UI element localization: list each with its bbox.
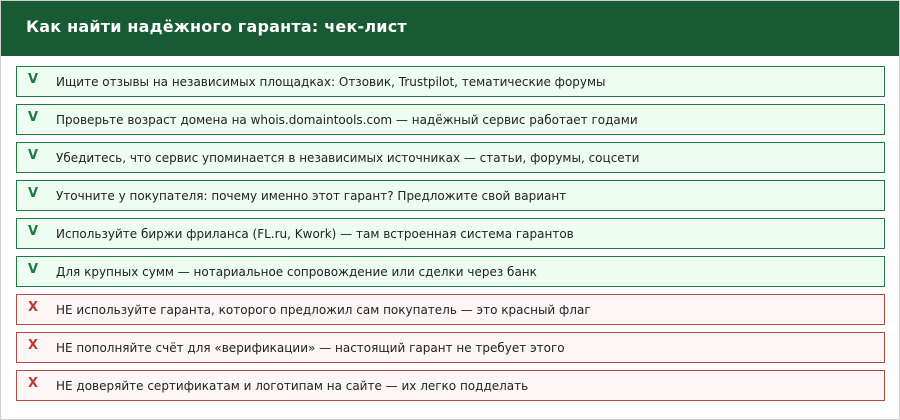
checklist-item-text: Уточните у покупателя: почему именно этот гарант? Предложите свой вариант [56, 189, 567, 203]
checklist-item-text: НЕ пополняйте счёт для «верификации» — настоящий гарант не требует этого [56, 341, 565, 355]
check-icon: V [28, 148, 39, 163]
checklist-item-dont-3 [16, 370, 885, 401]
cross-icon: X [28, 338, 39, 353]
check-icon: V [28, 110, 39, 125]
checklist-item-text: НЕ используйте гаранта, которого предложил сам покупатель — это красный флаг [56, 303, 591, 317]
checklist-item-do-6 [16, 256, 885, 287]
checklist-item-text: Проверьте возраст домена на whois.domaintools.com — надёжный сервис работает годами [56, 113, 638, 127]
checklist [16, 66, 885, 408]
checklist-item-do-3 [16, 142, 885, 173]
checklist-item-text: Используйте биржи фриланса (FL.ru, Kwork) — там встроенная система гарантов [56, 227, 574, 241]
check-icon: V [28, 186, 39, 201]
check-icon: V [28, 262, 39, 277]
checklist-item-text: НЕ доверяйте сертификатам и логотипам на сайте — их легко подделать [56, 379, 529, 393]
checklist-item-do-1 [16, 66, 885, 97]
checklist-item-dont-1 [16, 294, 885, 325]
checklist-item-text: Убедитесь, что сервис упоминается в независимых источниках — статьи, форумы, соцсети [56, 151, 640, 165]
checklist-item-text: Ищите отзывы на независимых площадках: Отзовик, Trustpilot, тематические форумы [56, 75, 606, 89]
checklist-item-text: Для крупных сумм — нотариальное сопровождение или сделки через банк [56, 265, 537, 279]
checklist-item-dont-2 [16, 332, 885, 363]
checklist-item-do-5 [16, 218, 885, 249]
check-icon: V [28, 224, 39, 239]
checklist-item-do-2 [16, 104, 885, 135]
cross-icon: X [28, 300, 39, 315]
check-icon: V [28, 72, 39, 87]
header-bar [1, 1, 899, 56]
page-title: Как найти надёжного гаранта: чек-лист [26, 17, 407, 36]
checklist-item-do-4 [16, 180, 885, 211]
cross-icon: X [28, 376, 39, 391]
